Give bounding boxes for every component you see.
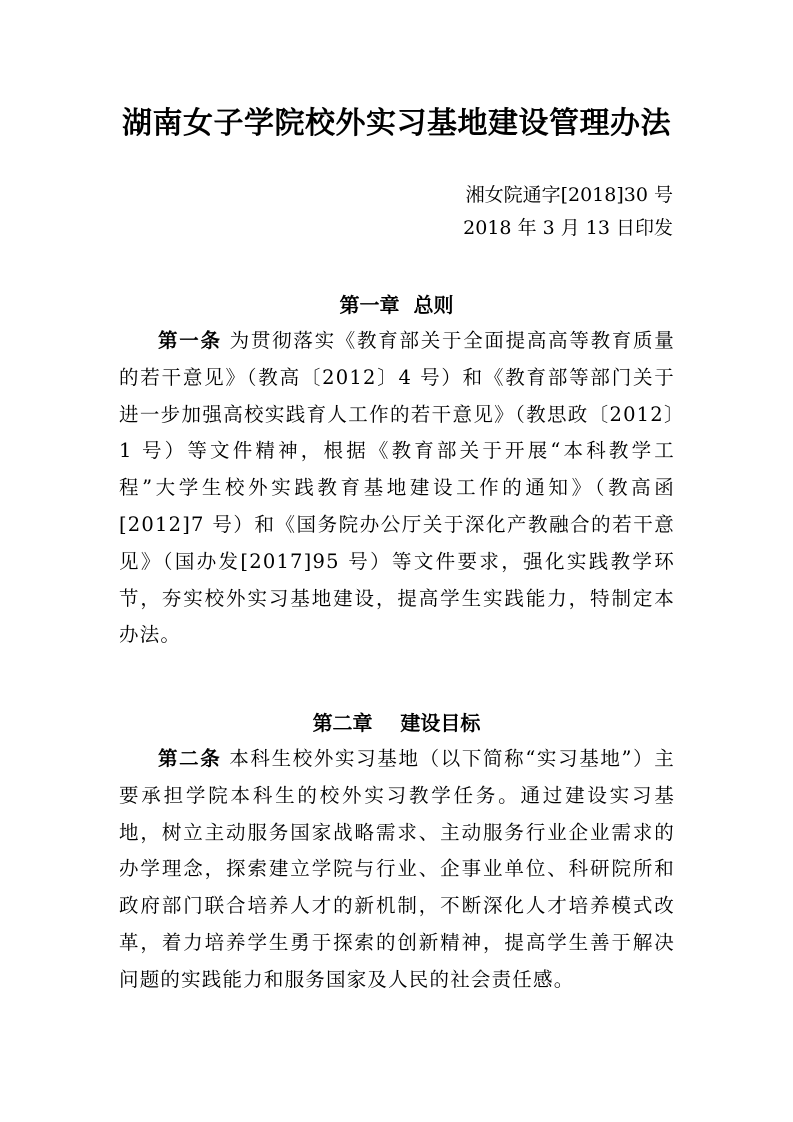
issue-date: 2018 年 3 月 13 日印发 <box>463 217 673 239</box>
article-1 <box>119 323 675 654</box>
document-number: 湘女院通字[2018]30 号 <box>465 184 673 206</box>
chapter-heading-1: 第一章 总则 <box>339 293 454 317</box>
article-text: 为贯彻落实《教育部关于全面提高高等教育质量的若干意见》（教高〔2012〕4 号）和《教育部等部门关于进一步加强高校实践育人工作的若干意见》（教思政〔2012〕1 号）等文件精神，根据《教育部关于开展“本科教学工程”大学生校外实践教育基地建设工作的通知》（教高函[2012]7 号）和《国务院办公厅关于深化产教融合的若干意见》（国办发[2017]95 号）等文件要求，强化实践教学环节，夯实校外实习基地建设，提高学生实践能力，特制定本办法。 <box>119 329 675 647</box>
document-title: 湖南女子学院校外实习基地建设管理办法 <box>122 106 671 141</box>
chapter-heading-2: 第二章 建设目标 <box>312 711 481 735</box>
article-label: 第二条 <box>158 747 222 770</box>
article-2 <box>119 741 675 999</box>
article-label: 第一条 <box>158 329 222 352</box>
article-text: 本科生校外实习基地（以下简称“实习基地”）主要承担学院本科生的校外实习教学任务。通过建设实习基地，树立主动服务国家战略需求、主动服务行业企业需求的办学理念，探索建立学院与行业、企事业单位、科研院所和政府部门联合培养人才的新机制，不断深化人才培养模式改革，着力培养学生勇于探索的创新精神，提高学生善于解决问题的实践能力和服务国家及人民的社会责任感。 <box>119 747 675 991</box>
